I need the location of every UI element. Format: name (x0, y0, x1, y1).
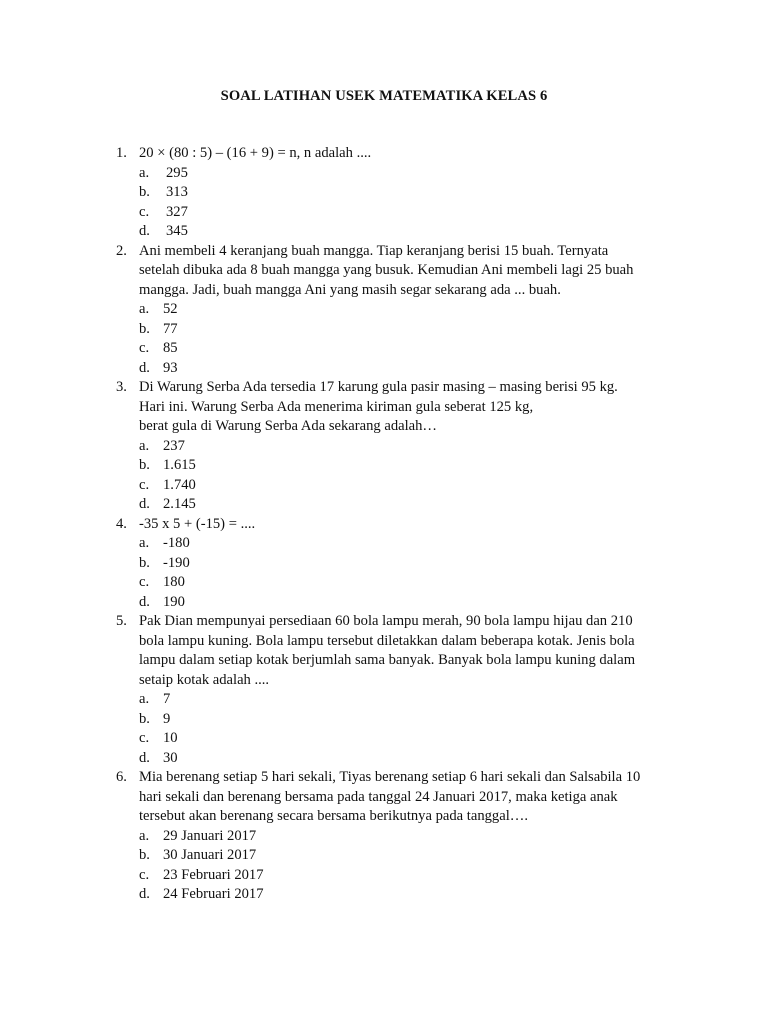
option-letter: b. (139, 554, 150, 571)
question-item (116, 242, 676, 379)
answer-option (139, 866, 676, 886)
option-text: 295 (166, 164, 188, 181)
option-letter: d. (139, 886, 150, 902)
option-letter: d. (139, 223, 150, 239)
question-text-line: Ani membeli 4 keranjang buah mangga. Tiap keranjang berisi 15 buah. Ternyata (139, 242, 609, 259)
option-text: -180 (163, 535, 190, 551)
answer-option (139, 534, 676, 554)
option-text: 180 (163, 574, 185, 590)
answer-option (139, 593, 676, 613)
answer-option (139, 456, 676, 476)
question-text (139, 612, 676, 690)
question-text-line: setaip kotak adalah .... (139, 671, 270, 688)
answer-options (139, 300, 676, 378)
option-letter: b. (139, 457, 150, 473)
option-text: 2.145 (163, 496, 196, 512)
answer-options (139, 827, 676, 905)
option-text: 9 (163, 710, 171, 727)
question-text (139, 515, 676, 535)
option-letter: a. (139, 164, 150, 181)
question-text-line: lampu dalam setiap kotak berjumlah sama banyak. Banyak bola lampu kuning dalam (139, 652, 636, 668)
option-letter: b. (139, 847, 150, 863)
question-text-line: Di Warung Serba Ada tersedia 17 karung gula pasir masing – masing berisi 95 kg. (139, 379, 618, 395)
option-letter: a. (139, 691, 150, 707)
question-number: 2. (116, 242, 127, 259)
answer-option (139, 749, 676, 769)
option-text: 24 Februari 2017 (163, 886, 264, 902)
question-item (116, 768, 676, 905)
question-text-line: Hari ini. Warung Serba Ada menerima kiriman gula seberat 125 kg, (139, 398, 534, 415)
option-text: 30 (163, 749, 178, 766)
option-text: 190 (163, 593, 185, 610)
option-text: 23 Februari 2017 (163, 866, 264, 883)
question-text (139, 144, 676, 164)
option-letter: a. (139, 827, 150, 844)
option-text: -190 (163, 554, 190, 571)
question-text-line: Mia berenang setiap 5 hari sekali, Tiyas berenang setiap 6 hari sekali dan Salsabila 10 (139, 769, 641, 785)
answer-option (139, 203, 676, 223)
option-text: 345 (166, 223, 188, 239)
question-text-line: Pak Dian mempunyai persediaan 60 bola lampu merah, 90 bola lampu hijau dan 210 (139, 613, 633, 629)
question-text-line: hari sekali dan berenang bersama pada tanggal 24 Januari 2017, maka ketiga anak (139, 788, 618, 805)
option-letter: d. (139, 359, 150, 376)
answer-option (139, 476, 676, 496)
answer-options (139, 437, 676, 515)
option-letter: a. (139, 301, 150, 317)
option-letter: a. (139, 535, 150, 551)
question-text-line: mangga. Jadi, buah mangga Ani yang masih segar sekarang ada ... buah. (139, 281, 561, 298)
question-number: 6. (116, 769, 127, 785)
option-text: 313 (166, 184, 188, 200)
answer-option (139, 710, 676, 730)
answer-option (139, 885, 676, 905)
answer-options (139, 164, 676, 242)
question-text-line: setelah dibuka ada 8 buah mangga yang busuk. Kemudian Ani membeli lagi 25 buah (139, 262, 634, 278)
question-item (116, 378, 676, 515)
option-text: 7 (163, 691, 171, 707)
answer-option (139, 359, 676, 379)
question-number: 3. (116, 379, 127, 395)
option-letter: c. (139, 340, 150, 356)
option-letter: a. (139, 437, 150, 454)
answer-option (139, 183, 676, 203)
answer-option (139, 690, 676, 710)
option-letter: d. (139, 749, 150, 766)
question-item (116, 144, 676, 242)
option-letter: c. (139, 203, 150, 220)
option-text: 29 Januari 2017 (163, 827, 257, 844)
option-letter: c. (139, 730, 150, 746)
option-text: 327 (166, 203, 188, 220)
question-text-line: bola lampu kuning. Bola lampu tersebut diletakkan dalam beberapa kotak. Jenis bola (139, 632, 635, 649)
question-item (116, 612, 676, 768)
option-text: 93 (163, 359, 178, 376)
option-letter: b. (139, 320, 150, 337)
option-text: 1.740 (163, 476, 196, 493)
option-text: 10 (163, 730, 178, 746)
answer-options (139, 534, 676, 612)
question-text (139, 768, 676, 827)
answer-option (139, 827, 676, 847)
option-text: 1.615 (163, 457, 196, 473)
option-letter: d. (139, 496, 150, 512)
question-text-line: 20 × (80 : 5) – (16 + 9) = n, n adalah .... (139, 145, 372, 161)
option-letter: d. (139, 593, 150, 610)
answer-option (139, 729, 676, 749)
option-text: 237 (163, 437, 185, 454)
answer-option (139, 320, 676, 340)
answer-option (139, 573, 676, 593)
question-text (139, 378, 676, 437)
question-list (116, 144, 676, 905)
question-text-line: tersebut akan berenang secara bersama berikutnya pada tanggal…. (139, 808, 528, 824)
option-text: 85 (163, 340, 178, 356)
question-number: 1. (116, 145, 127, 161)
option-letter: b. (139, 184, 150, 200)
question-text (139, 242, 676, 301)
question-number: 4. (116, 515, 127, 532)
option-text: 30 Januari 2017 (163, 847, 257, 863)
answer-option (139, 222, 676, 242)
answer-option (139, 554, 676, 574)
answer-option (139, 437, 676, 457)
question-text-line: berat gula di Warung Serba Ada sekarang adalah… (139, 418, 438, 434)
option-letter: c. (139, 866, 150, 883)
answer-option (139, 495, 676, 515)
option-text: 52 (163, 301, 178, 317)
answer-option (139, 300, 676, 320)
option-text: 77 (163, 320, 178, 337)
answer-options (139, 690, 676, 768)
page-title: SOAL LATIHAN USEK MATEMATIKA KELAS 6 (220, 88, 548, 104)
answer-option (139, 339, 676, 359)
option-letter: b. (139, 710, 150, 727)
option-letter: c. (139, 574, 150, 590)
question-text-line: -35 x 5 + (-15) = .... (139, 515, 256, 532)
answer-option (139, 164, 676, 184)
answer-option (139, 846, 676, 866)
question-number: 5. (116, 613, 127, 629)
option-letter: c. (139, 476, 150, 493)
question-item (116, 515, 676, 613)
